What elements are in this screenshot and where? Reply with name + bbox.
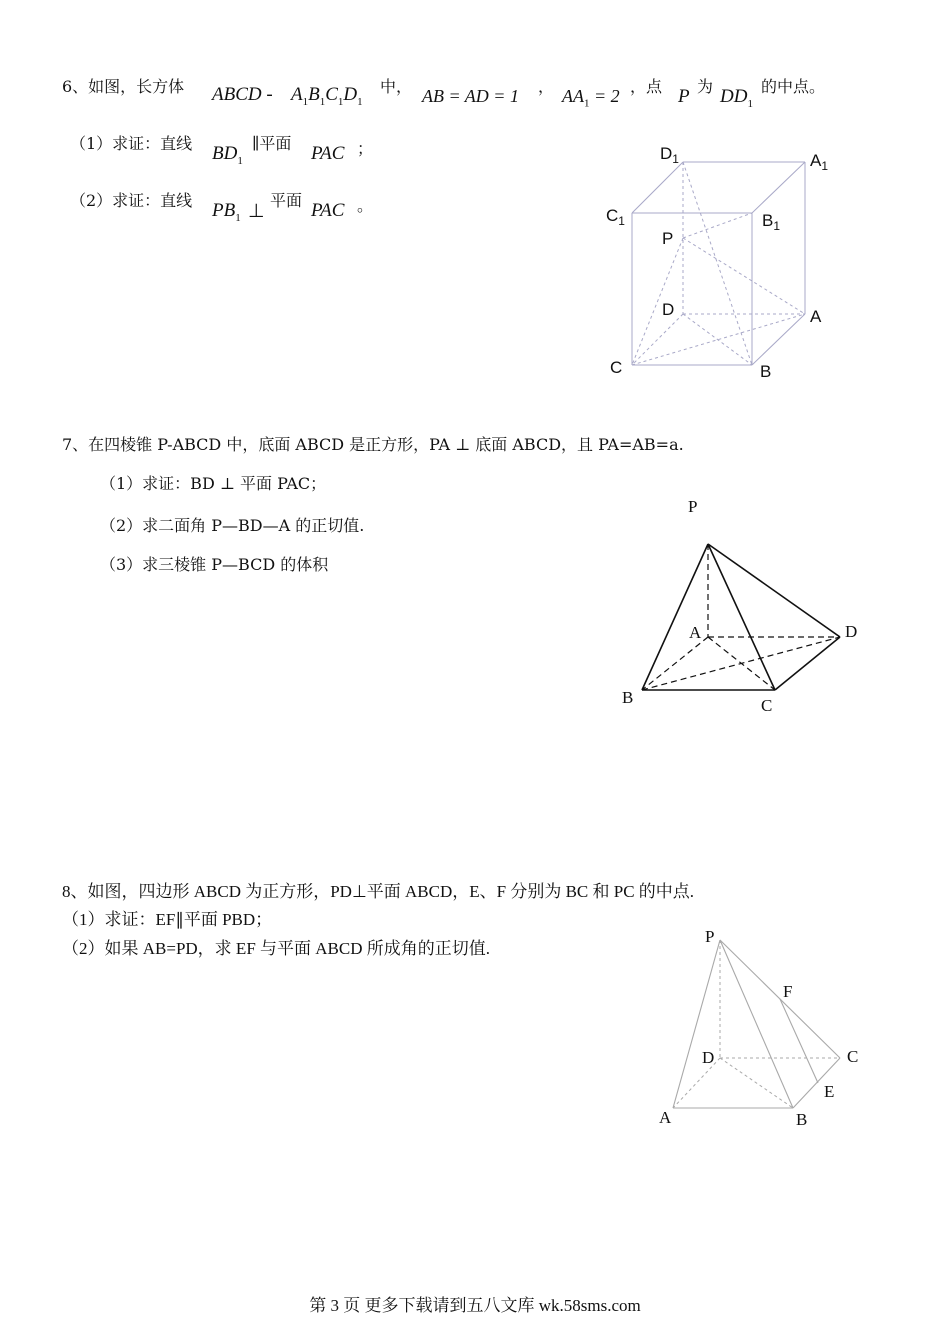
problem6-q1-parallel: ∥平面 <box>252 134 292 153</box>
label-p: P <box>662 229 674 248</box>
problem8-stem: 8、如图，四边形 ABCD 为正方形，PD⊥平面 ABCD，E、F 分别为 BC 和 PC 的中点. <box>62 882 695 901</box>
problem6-solid-top: $A_1B_1C_1D_1$ <box>291 84 363 108</box>
problem6-q1-prefix: （1）求证：直线 <box>70 134 193 153</box>
problem6-zhong: 中， <box>380 77 413 96</box>
segment-f-e <box>780 999 818 1083</box>
problem7-q1: （1）求证：BD ⊥ 平面 PAC； <box>100 474 327 493</box>
label-b1: $B_1$ <box>762 211 781 233</box>
label-d1: $D_1$ <box>660 144 679 166</box>
label-c1: $C_1$ <box>606 206 625 228</box>
problem6-point-prefix: ，点 <box>630 77 663 96</box>
label-a: A <box>810 307 822 326</box>
problem6-q2-plane: PAC <box>311 200 345 221</box>
problem7-q3: （3）求三棱锥 P—BCD 的体积 <box>100 555 329 574</box>
label-a: A <box>689 623 702 642</box>
problem6-q1-end: ； <box>357 139 374 158</box>
problem7-stem: 7、在四棱锥 P-ABCD 中，底面 ABCD 是正方形，PA ⊥ 底面 ABCD，且 PA=AB=a. <box>62 435 684 454</box>
label-e: E <box>824 1082 835 1101</box>
problem6-comma: ， <box>538 77 555 96</box>
label-c: C <box>761 696 773 715</box>
edge-p-a <box>673 940 720 1108</box>
label-c: C <box>847 1047 859 1066</box>
label-a1: $A_1$ <box>810 151 829 173</box>
problem6-q2-prefix: （2）求证：直线 <box>70 191 193 210</box>
label-f: F <box>783 982 793 1001</box>
label-b: B <box>796 1110 808 1129</box>
problem7-q2: （2）求二面角 P—BD—A 的正切值. <box>100 516 365 535</box>
label-d: D <box>702 1048 715 1067</box>
problem6-tail: 的中点。 <box>761 77 826 96</box>
label-d: D <box>845 622 858 641</box>
label-b: B <box>760 362 772 381</box>
problem8-q2: （2）如果 AB=PD，求 EF 与平面 ABCD 所成角的正切值. <box>62 939 491 958</box>
problem6-wei: 为 <box>697 77 714 96</box>
problem6-q2-line: $PB_1$ <box>212 200 241 224</box>
problem6-lead: 6、如图，长方体 <box>62 77 185 96</box>
problem6-q2-end: 。 <box>357 196 374 215</box>
problem8-q1: （1）求证：EF∥平面 PBD； <box>62 910 273 929</box>
problem6-q2-perp: ⊥ <box>248 201 265 222</box>
label-c: C <box>610 358 623 377</box>
problem6-cond2: $AA_1 = 2$ <box>562 86 620 110</box>
problem6-q1-line: $BD_1$ <box>212 143 243 167</box>
problem6-solid-name: ABCD - <box>212 84 273 105</box>
problem6-q2-plane-word: 平面 <box>270 191 303 210</box>
label-d: D <box>662 300 675 319</box>
problem6-point: P <box>678 86 690 107</box>
page-footer: 第 3 页 更多下载请到五八文库 wk.58sms.com <box>309 1296 641 1315</box>
label-p: P <box>705 927 715 946</box>
problem6-cond1: AB = AD = 1 <box>422 86 519 106</box>
problem6-q1-plane: PAC <box>311 143 345 164</box>
label-b: B <box>622 688 634 707</box>
label-a: A <box>659 1108 672 1127</box>
label-p: P <box>688 497 698 516</box>
problem6-segment: $DD_1$ <box>720 86 753 110</box>
